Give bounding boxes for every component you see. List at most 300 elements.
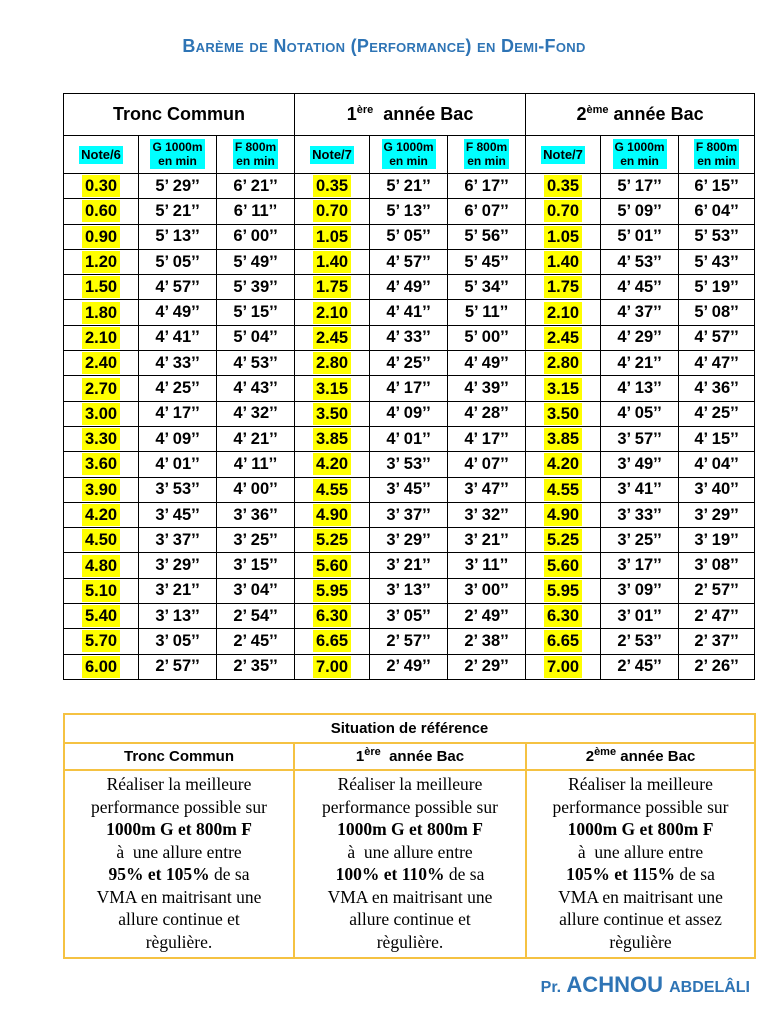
f800m-column-header (679, 136, 755, 174)
reference-text: Réaliser la meilleure (106, 774, 252, 794)
note-cell (295, 629, 370, 654)
note-value: 3.15 (544, 378, 582, 400)
g1000m-time-cell: 5’ 05’’ (139, 249, 217, 274)
g1000m-time-cell: 5’ 21’’ (139, 199, 217, 224)
table-row (64, 376, 755, 401)
header-line: en min (697, 154, 736, 168)
note-value: 4.20 (544, 453, 582, 475)
note-cell (526, 351, 601, 376)
note-cell (526, 376, 601, 401)
reference-text: Réaliser la meilleure (337, 774, 483, 794)
reference-situation-table (63, 713, 756, 959)
f800m-time-cell: 6’ 17’’ (448, 174, 526, 199)
table-row (64, 249, 755, 274)
g1000m-time-cell: 4’ 25’’ (139, 376, 217, 401)
f800m-time-cell: 4’ 15’’ (679, 426, 755, 451)
f800m-time-cell: 4’ 53’’ (217, 351, 295, 376)
note-cell (295, 578, 370, 603)
note-value: 1.40 (313, 251, 351, 273)
f800m-label (464, 139, 509, 169)
f800m-time-cell: 5’ 34’’ (448, 275, 526, 300)
note-cell (295, 325, 370, 350)
note-cell (526, 629, 601, 654)
g1000m-time-cell: 3’ 49’’ (601, 452, 679, 477)
f800m-time-cell: 2’ 29’’ (448, 654, 526, 679)
note-column-header (526, 136, 601, 174)
label: année Bac (616, 748, 696, 765)
g1000m-time-cell: 5’ 13’’ (370, 199, 448, 224)
reference-header-row (64, 743, 755, 770)
note-cell (295, 528, 370, 553)
note-value: 5.95 (313, 580, 351, 602)
note-cell (64, 426, 139, 451)
table-row (64, 528, 755, 553)
g1000m-time-cell: 3’ 33’’ (601, 502, 679, 527)
note-value: 1.75 (313, 276, 351, 298)
f800m-time-cell: 4’ 32’’ (217, 401, 295, 426)
label: année Bac (380, 748, 465, 765)
note-value: 3.50 (544, 403, 582, 425)
note-value: 2.10 (313, 302, 351, 324)
f800m-time-cell: 5’ 49’’ (217, 249, 295, 274)
note-cell (64, 502, 139, 527)
note-value: 4.55 (313, 479, 351, 501)
f800m-time-cell: 2’ 38’’ (448, 629, 526, 654)
header-line: G 1000m (152, 140, 203, 154)
note-value: 4.90 (544, 504, 582, 526)
note-value: 1.75 (544, 276, 582, 298)
reference-text: 95% et 105% (108, 864, 210, 884)
note-value: 2.80 (544, 352, 582, 374)
note-value: 3.30 (82, 428, 120, 450)
group-header-tronc-commun: Tronc Commun (64, 94, 295, 136)
g1000m-time-cell: 3’ 05’’ (370, 604, 448, 629)
f800m-time-cell: 5’ 56’’ (448, 224, 526, 249)
note-cell (526, 604, 601, 629)
note-cell (64, 174, 139, 199)
f800m-time-cell: 3’ 40’’ (679, 477, 755, 502)
table-row (64, 275, 755, 300)
g1000m-time-cell: 3’ 09’’ (601, 578, 679, 603)
note-value: 2.10 (544, 302, 582, 324)
note-cell (64, 604, 139, 629)
note-column-header (295, 136, 370, 174)
f800m-time-cell: 3’ 32’’ (448, 502, 526, 527)
reference-description (526, 770, 755, 958)
f800m-time-cell: 3’ 15’’ (217, 553, 295, 578)
note-value: 3.60 (82, 453, 120, 475)
note-value: 6.30 (544, 605, 582, 627)
g1000m-time-cell: 4’ 01’’ (139, 452, 217, 477)
f800m-time-cell: 2’ 26’’ (679, 654, 755, 679)
label-sup: ème (594, 746, 617, 758)
g1000m-time-cell: 5’ 13’’ (139, 224, 217, 249)
g1000m-label (613, 139, 667, 169)
g1000m-time-cell: 3’ 25’’ (601, 528, 679, 553)
note-value: 5.60 (544, 555, 582, 577)
f800m-time-cell: 2’ 57’’ (679, 578, 755, 603)
note-cell (526, 199, 601, 224)
note-value: 6.65 (313, 630, 351, 652)
note-cell (64, 199, 139, 224)
reference-text-row (64, 770, 755, 958)
f800m-time-cell: 2’ 49’’ (448, 604, 526, 629)
note-value: 7.00 (544, 656, 582, 678)
note-label: Note/7 (312, 146, 352, 162)
note-value: 5.10 (82, 580, 120, 602)
table-row (64, 174, 755, 199)
g1000m-time-cell: 3’ 05’’ (139, 629, 217, 654)
label-sup: ère (364, 746, 381, 758)
header-line: F 800m (695, 140, 738, 154)
column-header-row (64, 136, 755, 174)
f800m-time-cell: 3’ 00’’ (448, 578, 526, 603)
note-cell (64, 351, 139, 376)
table-row (64, 578, 755, 603)
reference-text: règulière (609, 931, 672, 952)
f800m-time-cell: 4’ 07’’ (448, 452, 526, 477)
note-cell (295, 604, 370, 629)
g1000m-time-cell: 4’ 33’’ (370, 325, 448, 350)
f800m-time-cell: 3’ 04’’ (217, 578, 295, 603)
reference-text: de sa (209, 864, 250, 884)
f800m-time-cell: 4’ 00’’ (217, 477, 295, 502)
note-cell (295, 376, 370, 401)
g1000m-time-cell: 3’ 13’’ (139, 604, 217, 629)
reference-text: performance possible sur (552, 796, 729, 817)
g1000m-time-cell: 2’ 57’’ (370, 629, 448, 654)
reference-column-header (64, 743, 294, 770)
table-row (64, 629, 755, 654)
note-value: 1.20 (82, 251, 120, 273)
reference-description (294, 770, 526, 958)
note-value: 4.80 (82, 555, 120, 577)
group-header-row (64, 94, 755, 136)
g1000m-time-cell: 4’ 09’’ (139, 426, 217, 451)
f800m-time-cell: 5’ 45’’ (448, 249, 526, 274)
f800m-time-cell: 3’ 19’’ (679, 528, 755, 553)
note-cell (295, 224, 370, 249)
note-value: 2.10 (82, 327, 120, 349)
note-value: 3.15 (313, 378, 351, 400)
note-value: 0.90 (82, 226, 120, 248)
note-value: 3.00 (82, 403, 120, 425)
note-cell (295, 351, 370, 376)
f800m-time-cell: 6’ 21’’ (217, 174, 295, 199)
g1000m-column-header (601, 136, 679, 174)
reference-text: performance possible sur (322, 796, 498, 817)
note-column-header (64, 136, 139, 174)
note-cell (295, 553, 370, 578)
note-value: 4.20 (313, 453, 351, 475)
g1000m-time-cell: 4’ 29’’ (601, 325, 679, 350)
f800m-time-cell: 6’ 00’’ (217, 224, 295, 249)
note-cell (526, 401, 601, 426)
note-value: 2.45 (544, 327, 582, 349)
note-cell (64, 528, 139, 553)
note-cell (295, 426, 370, 451)
reference-text: à une allure entre (577, 841, 704, 862)
g1000m-time-cell: 2’ 49’’ (370, 654, 448, 679)
g1000m-time-cell: 5’ 09’’ (601, 199, 679, 224)
f800m-time-cell: 4’ 36’’ (679, 376, 755, 401)
note-value: 6.65 (544, 630, 582, 652)
f800m-time-cell: 3’ 11’’ (448, 553, 526, 578)
reference-column-header (294, 743, 526, 770)
f800m-time-cell: 5’ 53’’ (679, 224, 755, 249)
note-value: 1.05 (544, 226, 582, 248)
f800m-time-cell: 5’ 39’’ (217, 275, 295, 300)
f800m-time-cell: 4’ 43’’ (217, 376, 295, 401)
group-header-1ere-annee-bac: 1ère année Bac (295, 94, 526, 136)
reference-description (64, 770, 294, 958)
note-cell (526, 578, 601, 603)
note-label: Note/6 (81, 146, 121, 162)
f800m-label (233, 139, 278, 169)
note-value: 4.50 (82, 529, 120, 551)
f800m-time-cell: 2’ 47’’ (679, 604, 755, 629)
note-value: 5.25 (313, 529, 351, 551)
note-value: 1.40 (544, 251, 582, 273)
reference-text: 1000m G et 800m F (567, 819, 714, 839)
table-row (64, 325, 755, 350)
g1000m-time-cell: 5’ 01’’ (601, 224, 679, 249)
f800m-time-cell: 4’ 21’’ (217, 426, 295, 451)
note-value: 4.20 (82, 504, 120, 526)
note-value: 1.80 (82, 302, 120, 324)
note-cell (526, 477, 601, 502)
reference-text: de sa (444, 864, 485, 884)
note-cell (295, 300, 370, 325)
reference-text: VMA en maitrisant une (327, 886, 493, 907)
note-cell (526, 275, 601, 300)
note-value: 1.05 (313, 226, 351, 248)
note-cell (64, 376, 139, 401)
g1000m-time-cell: 3’ 37’’ (139, 528, 217, 553)
g1000m-time-cell: 3’ 45’’ (139, 502, 217, 527)
g1000m-time-cell: 3’ 45’’ (370, 477, 448, 502)
reference-title: Situation de référence (64, 714, 755, 743)
reference-text: Réaliser la meilleure (568, 774, 713, 794)
header-line: F 800m (234, 140, 277, 154)
f800m-time-cell: 4’ 28’’ (448, 401, 526, 426)
g1000m-time-cell: 3’ 37’’ (370, 502, 448, 527)
reference-text: de sa (675, 864, 715, 884)
note-cell (295, 401, 370, 426)
reference-text: allure continue et (349, 909, 471, 929)
note-cell (64, 629, 139, 654)
note-cell (64, 553, 139, 578)
g1000m-time-cell: 2’ 45’’ (601, 654, 679, 679)
f800m-time-cell: 5’ 00’’ (448, 325, 526, 350)
f800m-time-cell: 6’ 11’’ (217, 199, 295, 224)
g1000m-time-cell: 4’ 37’’ (601, 300, 679, 325)
reference-text: à une allure entre (116, 841, 242, 862)
g1000m-time-cell: 3’ 13’’ (370, 578, 448, 603)
table-row (64, 224, 755, 249)
note-value: 5.95 (544, 580, 582, 602)
note-cell (64, 477, 139, 502)
g1000m-time-cell: 4’ 45’’ (601, 275, 679, 300)
f800m-time-cell: 5’ 08’’ (679, 300, 755, 325)
note-cell (64, 249, 139, 274)
f800m-time-cell: 4’ 47’’ (679, 351, 755, 376)
note-cell (64, 452, 139, 477)
note-cell (526, 224, 601, 249)
g1000m-time-cell: 3’ 29’’ (139, 553, 217, 578)
reference-text: 1000m G et 800m F (106, 819, 252, 839)
note-value: 1.50 (82, 276, 120, 298)
page-title: Barème de Notation (Performance) en Demi-Fond (182, 36, 586, 56)
note-value: 3.50 (313, 403, 351, 425)
g1000m-time-cell: 2’ 53’’ (601, 629, 679, 654)
note-value: 2.70 (82, 378, 120, 400)
table-row (64, 351, 755, 376)
table-row (64, 199, 755, 224)
g1000m-time-cell: 4’ 57’’ (139, 275, 217, 300)
f800m-time-cell: 4’ 17’’ (448, 426, 526, 451)
f800m-time-cell: 2’ 35’’ (217, 654, 295, 679)
f800m-time-cell: 4’ 04’’ (679, 452, 755, 477)
f800m-time-cell: 6’ 15’’ (679, 174, 755, 199)
reference-text: allure continue et assez (559, 909, 722, 929)
note-value: 7.00 (313, 656, 351, 678)
g1000m-time-cell: 4’ 41’’ (139, 325, 217, 350)
note-cell (526, 553, 601, 578)
f800m-time-cell: 5’ 04’’ (217, 325, 295, 350)
f800m-label (694, 139, 739, 169)
g1000m-time-cell: 2’ 57’’ (139, 654, 217, 679)
g1000m-time-cell: 3’ 21’’ (139, 578, 217, 603)
header-line: en min (236, 154, 275, 168)
table-row (64, 553, 755, 578)
table-row (64, 477, 755, 502)
g1000m-time-cell: 4’ 17’’ (370, 376, 448, 401)
g1000m-label (150, 139, 204, 169)
f800m-time-cell: 3’ 21’’ (448, 528, 526, 553)
g1000m-time-cell: 4’ 13’’ (601, 376, 679, 401)
note-cell (64, 578, 139, 603)
header-line: en min (389, 154, 428, 168)
g1000m-time-cell: 4’ 41’’ (370, 300, 448, 325)
note-value: 5.25 (544, 529, 582, 551)
g1000m-time-cell: 5’ 21’’ (370, 174, 448, 199)
f800m-time-cell: 2’ 37’’ (679, 629, 755, 654)
f800m-time-cell: 4’ 25’’ (679, 401, 755, 426)
label: 2 (585, 748, 595, 765)
note-cell (64, 300, 139, 325)
reference-text: VMA en maitrisant une (558, 886, 723, 907)
g1000m-column-header (370, 136, 448, 174)
note-cell (295, 477, 370, 502)
note-value: 6.00 (82, 656, 120, 678)
note-value: 4.90 (313, 504, 351, 526)
note-cell (295, 174, 370, 199)
note-value: 0.70 (544, 200, 582, 222)
g1000m-time-cell: 4’ 21’’ (601, 351, 679, 376)
header-line: en min (620, 154, 659, 168)
f800m-time-cell: 4’ 39’’ (448, 376, 526, 401)
f800m-time-cell: 4’ 11’’ (217, 452, 295, 477)
note-cell (64, 401, 139, 426)
note-cell (526, 325, 601, 350)
note-cell (295, 452, 370, 477)
g1000m-time-cell: 4’ 17’’ (139, 401, 217, 426)
table-row (64, 502, 755, 527)
f800m-column-header (448, 136, 526, 174)
note-value: 0.35 (544, 175, 582, 197)
note-cell (64, 275, 139, 300)
reference-text: 1000m G et 800m F (337, 819, 483, 839)
g1000m-time-cell: 4’ 01’’ (370, 426, 448, 451)
table-row (64, 604, 755, 629)
f800m-time-cell: 4’ 49’’ (448, 351, 526, 376)
g1000m-time-cell: 4’ 53’’ (601, 249, 679, 274)
g1000m-time-cell: 4’ 57’’ (370, 249, 448, 274)
f800m-time-cell: 5’ 15’’ (217, 300, 295, 325)
note-value: 3.85 (544, 428, 582, 450)
g1000m-time-cell: 3’ 53’’ (370, 452, 448, 477)
f800m-time-cell: 2’ 45’’ (217, 629, 295, 654)
note-cell (526, 654, 601, 679)
note-cell (526, 426, 601, 451)
f800m-time-cell: 6’ 07’’ (448, 199, 526, 224)
reference-text: à une allure entre (347, 841, 473, 862)
f800m-time-cell: 5’ 19’’ (679, 275, 755, 300)
f800m-time-cell: 3’ 25’’ (217, 528, 295, 553)
header-line: en min (467, 154, 506, 168)
g1000m-time-cell: 3’ 57’’ (601, 426, 679, 451)
note-cell (526, 249, 601, 274)
g1000m-time-cell: 4’ 09’’ (370, 401, 448, 426)
note-value: 3.85 (313, 428, 351, 450)
note-cell (64, 325, 139, 350)
note-value: 5.70 (82, 630, 120, 652)
g1000m-column-header (139, 136, 217, 174)
f800m-column-header (217, 136, 295, 174)
g1000m-time-cell: 4’ 33’’ (139, 351, 217, 376)
note-value: 2.80 (313, 352, 351, 374)
note-value: 4.55 (544, 479, 582, 501)
note-value: 0.30 (82, 175, 120, 197)
note-cell (526, 174, 601, 199)
note-value: 5.40 (82, 605, 120, 627)
note-value: 6.30 (313, 605, 351, 627)
author-signature: Pr. ACHNOU ABDELÂLI (540, 972, 750, 997)
f800m-time-cell: 5’ 11’’ (448, 300, 526, 325)
g1000m-time-cell: 4’ 25’’ (370, 351, 448, 376)
reference-text: 105% et 115% (566, 864, 676, 884)
g1000m-label (382, 139, 436, 169)
note-value: 2.45 (313, 327, 351, 349)
g1000m-time-cell: 5’ 05’’ (370, 224, 448, 249)
note-value: 0.60 (82, 200, 120, 222)
note-cell (526, 452, 601, 477)
group-header-2eme-annee-bac: 2ème année Bac (526, 94, 755, 136)
g1000m-time-cell: 5’ 17’’ (601, 174, 679, 199)
table-row (64, 654, 755, 679)
note-cell (295, 275, 370, 300)
note-value: 0.35 (313, 175, 351, 197)
table-row (64, 300, 755, 325)
g1000m-time-cell: 3’ 17’’ (601, 553, 679, 578)
note-cell (295, 502, 370, 527)
f800m-time-cell: 6’ 04’’ (679, 199, 755, 224)
note-cell (526, 528, 601, 553)
note-value: 2.40 (82, 352, 120, 374)
f800m-time-cell: 3’ 29’’ (679, 502, 755, 527)
grading-table (63, 93, 755, 680)
